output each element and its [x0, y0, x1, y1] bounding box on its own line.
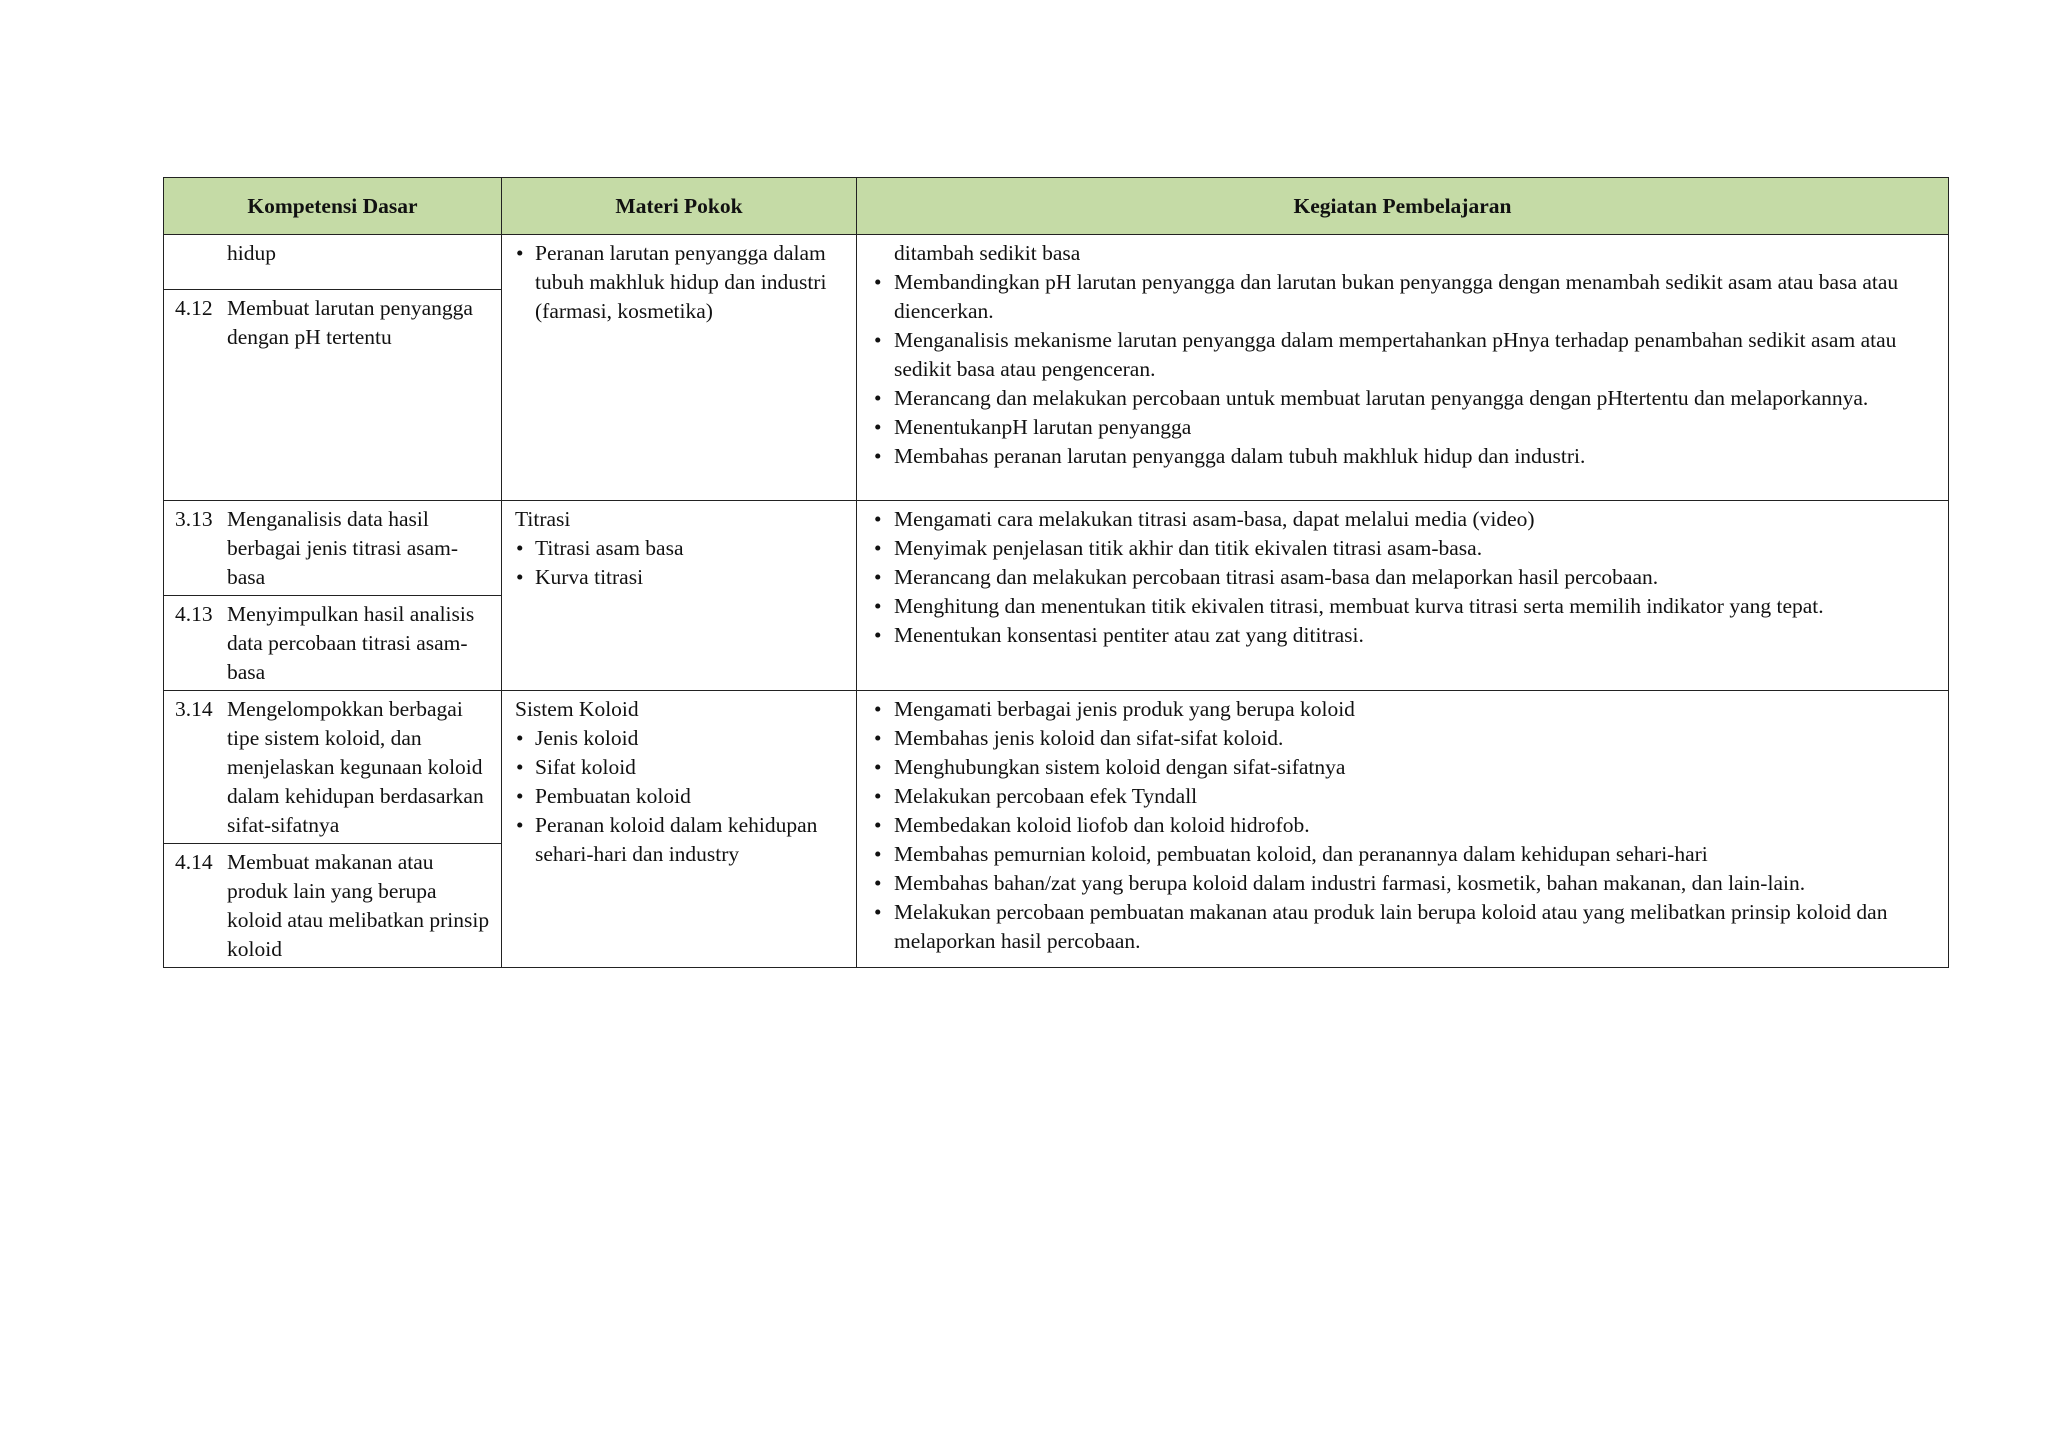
materi-cell — [502, 501, 857, 691]
kd-cell — [164, 501, 502, 596]
list-item: • Peranan larutan penyangga dalam tubuh makhluk hidup dan industri (farmasi, kosmetika) — [515, 239, 846, 326]
list-item: • Titrasi asam basa — [515, 534, 846, 563]
materi-title: Sistem Koloid — [515, 697, 639, 721]
list-item: • Melakukan percobaan pembuatan makanan atau produk lain berupa koloid atau yang melibatkan prinsip koloid dan melaporkan hasil percobaan. — [870, 898, 1936, 956]
kegiatan-continuation: ditambah sedikit basa — [894, 241, 1081, 265]
list-item: • Menghubungkan sistem koloid dengan sifat-sifatnya — [870, 753, 1936, 782]
list-item: • Membandingkan pH larutan penyangga dan larutan bukan penyangga dengan menambah sedikit asam atau basa atau diencerkan. — [870, 268, 1936, 326]
list-item: • Melakukan percobaan efek Tyndall — [870, 782, 1936, 811]
list-item: • Sifat koloid — [515, 753, 846, 782]
kegiatan-list — [870, 268, 1936, 471]
syllabus-table — [163, 177, 1949, 968]
header-kompetensi-dasar: Kompetensi Dasar — [164, 178, 502, 235]
kd-number: 3.13 — [175, 507, 213, 531]
kd-cell — [164, 691, 502, 844]
list-item: • Membahas peranan larutan penyangga dalam tubuh makhluk hidup dan industri. — [870, 442, 1936, 471]
list-item: • Jenis koloid — [515, 724, 846, 753]
header-row — [164, 178, 1949, 235]
list-item: • Mengamati berbagai jenis produk yang berupa koloid — [870, 695, 1936, 724]
materi-list — [515, 724, 846, 869]
kegiatan-list — [870, 695, 1936, 956]
kegiatan-cell — [857, 235, 1949, 501]
kd-number: 4.14 — [175, 850, 213, 874]
materi-cell — [502, 691, 857, 968]
list-item: • MenentukanpH larutan penyangga — [870, 413, 1936, 442]
list-item: • Membedakan koloid liofob dan koloid hidrofob. — [870, 811, 1936, 840]
kd-text: Membuat makanan atau produk lain yang berupa koloid atau melibatkan prinsip koloid — [227, 850, 490, 961]
table-row — [164, 691, 1949, 844]
list-item: • Peranan koloid dalam kehidupan sehari-hari dan industry — [515, 811, 846, 869]
table-row — [164, 501, 1949, 596]
materi-title: Titrasi — [515, 507, 571, 531]
kd-number: 4.13 — [175, 602, 213, 626]
kd-cell — [164, 596, 502, 691]
list-item: • Menyimak penjelasan titik akhir dan titik ekivalen titrasi asam-basa. — [870, 534, 1936, 563]
list-item: • Kurva titrasi — [515, 563, 846, 592]
kd-number: 3.14 — [175, 697, 213, 721]
kegiatan-cell — [857, 501, 1949, 691]
table-row — [164, 235, 1949, 290]
list-item: • Menganalisis mekanisme larutan penyangga dalam mempertahankan pHnya terhadap penambahan sedikit asam atau sedikit basa atau pengenceran. — [870, 326, 1936, 384]
materi-cell — [502, 235, 857, 501]
list-item: • Menentukan konsentasi pentiter atau zat yang dititrasi. — [870, 621, 1936, 650]
list-item: • Membahas jenis koloid dan sifat-sifat koloid. — [870, 724, 1936, 753]
kd-text: Mengelompokkan berbagai tipe sistem koloid, dan menjelaskan kegunaan koloid dalam kehidupan berdasarkan sifat-sifatnya — [227, 697, 484, 837]
kegiatan-list — [870, 505, 1936, 650]
kd-cell — [164, 235, 502, 290]
kd-number: 4.12 — [175, 296, 213, 320]
header-kegiatan-pembelajaran: Kegiatan Pembelajaran — [857, 178, 1949, 235]
list-item: • Pembuatan koloid — [515, 782, 846, 811]
list-item: • Membahas pemurnian koloid, pembuatan koloid, dan peranannya dalam kehidupan sehari-hari — [870, 840, 1936, 869]
kd-cell — [164, 290, 502, 501]
kd-text: Menyimpulkan hasil analisis data percobaan titrasi asam-basa — [227, 602, 475, 684]
header-materi-pokok: Materi Pokok — [502, 178, 857, 235]
kd-text: hidup — [227, 241, 276, 265]
list-item: • Menghitung dan menentukan titik ekivalen titrasi, membuat kurva titrasi serta memilih indikator yang tepat. — [870, 592, 1936, 621]
kd-text: Membuat larutan penyangga dengan pH tertentu — [227, 296, 473, 349]
kegiatan-cell — [857, 691, 1949, 968]
list-item: • Membahas bahan/zat yang berupa koloid dalam industri farmasi, kosmetik, bahan makanan, dan lain-lain. — [870, 869, 1936, 898]
list-item: • Merancang dan melakukan percobaan untuk membuat larutan penyangga dengan pHtertentu dan melaporkannya. — [870, 384, 1936, 413]
materi-list — [515, 239, 846, 326]
kd-text: Menganalisis data hasil berbagai jenis titrasi asam-basa — [227, 507, 459, 589]
list-item: • Mengamati cara melakukan titrasi asam-basa, dapat melalui media (video) — [870, 505, 1936, 534]
list-item: • Merancang dan melakukan percobaan titrasi asam-basa dan melaporkan hasil percobaan. — [870, 563, 1936, 592]
kd-cell — [164, 844, 502, 968]
materi-list — [515, 534, 846, 592]
